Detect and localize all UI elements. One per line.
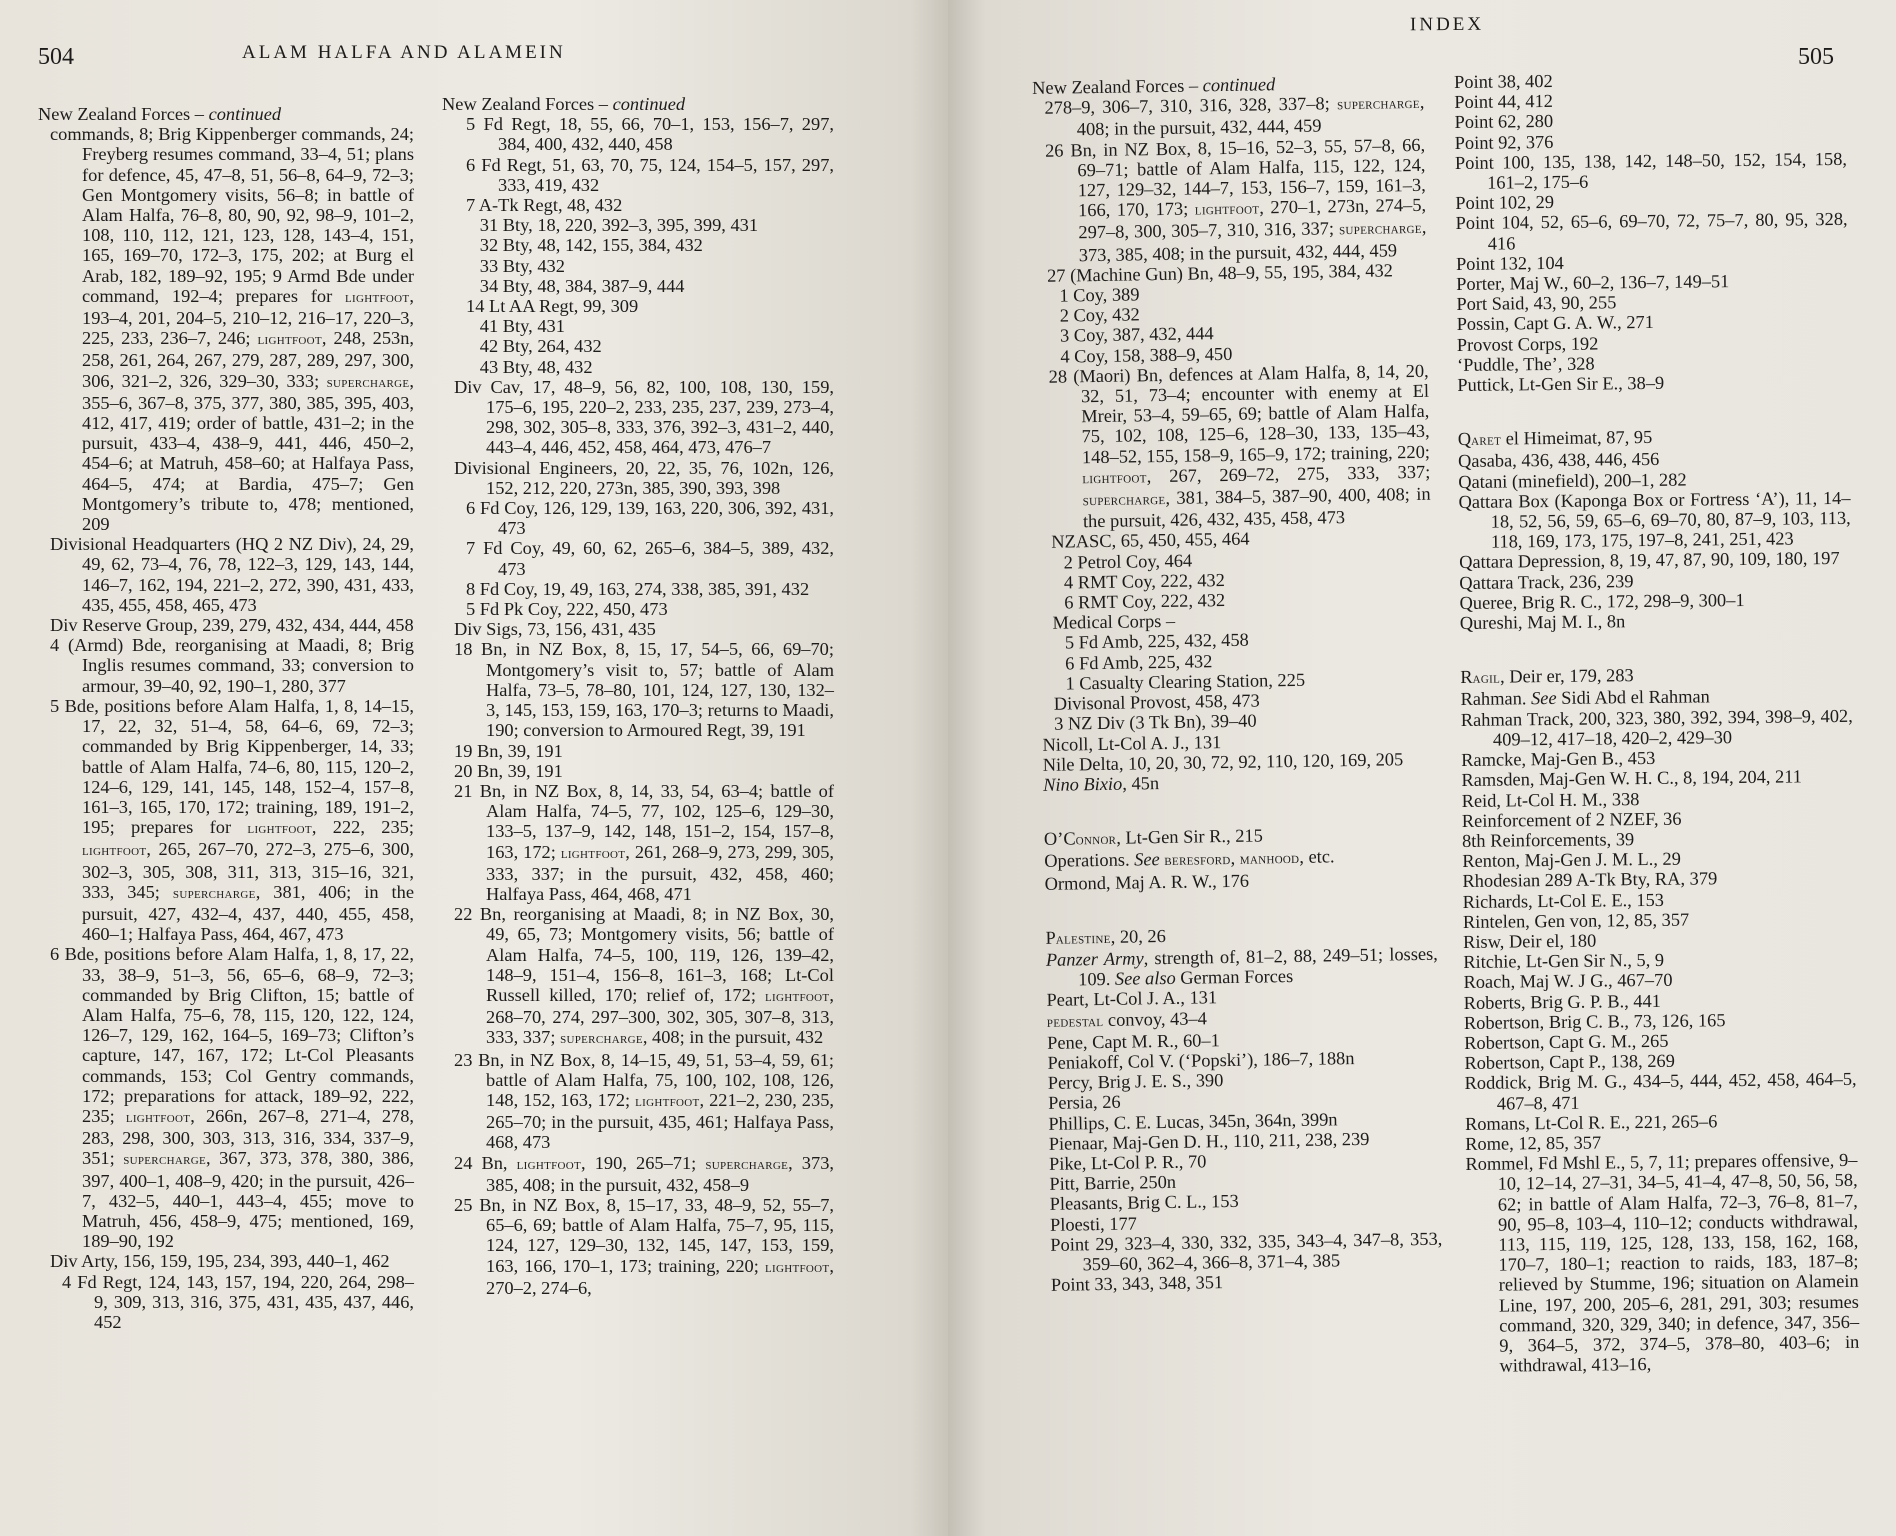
index-entry: New Zealand Forces – continued: [1032, 74, 1276, 98]
index-entry: Divisonal Provost, 458, 473: [1053, 690, 1260, 714]
index-entry: Point 44, 412: [1454, 91, 1554, 113]
index-entry: 4 (Armd) Bde, reorganising at Maadi, 8; Brig Inglis resumes command, 33; conversion to armour, 39–40, 92, 190–1, 280, 377: [50, 635, 414, 696]
index-entry: 23 Bn, in NZ Box, 8, 14–15, 49, 51, 53–4, 59, 61; battle of Alam Halfa, 75, 100, 102, 108, 126, 148, 152, 163, 172; lightfoot, 221–2, 230, 235, 265–70; in the pursuit, 435, 461; Halfaya Pass, 468, 473: [454, 1049, 834, 1153]
running-head: INDEX: [1409, 13, 1485, 36]
index-entry: Reinforcement of 2 NZEF, 36: [1461, 808, 1682, 831]
index-entry: 5 Fd Amb, 225, 432, 458: [1064, 630, 1249, 654]
index-column-1: [1032, 72, 1443, 1295]
index-entry: Rahman Track, 200, 323, 380, 392, 394, 398–9, 402, 409–12, 417–18, 420–2, 429–30: [1460, 705, 1853, 750]
index-entry: pedestal convoy, 43–4: [1046, 1007, 1208, 1031]
index-entry: Roddick, Brig M. G., 434–5, 444, 452, 458, 464–5, 467–8, 471: [1464, 1069, 1857, 1114]
index-entry: Queree, Brig R. C., 172, 298–9, 300–1: [1459, 589, 1745, 613]
index-entry: Point 62, 280: [1454, 111, 1554, 133]
index-entry: Medical Corps –: [1052, 611, 1176, 634]
index-entry: commands, 8; Brig Kippenberger commands, 24; Freyberg resumes command, 33–4, 51; plans for defence, 45, 47–8, 51, 56–8, 64–9, 72–3; Gen Montgomery visits, 56–8; in battle of Alam Halfa, 76–8, 80, 90, 92, 98–9, 101–2, 108, 110, 112, 121, 123, 128, 143–4, 151, 165, 169–70, 172–3, 175, 202; at Burg el Arab, 182, 189–92, 195; 9 Armd Bde under command, 192–4; prepares for lightfoot, 193–4, 201, 204–5, 210–12, 216–17, 220–3, 225, 233, 236–7, 246; lightfoot, 248, 253n, 258, 261, 264, 267, 279, 287, 289, 297, 300, 306, 321–2, 326, 329–30, 333; supercharge, 355–6, 367–8, 375, 377, 380, 385, 395, 403, 412, 417, 419; order of battle, 431–2; in the pursuit, 433–4, 438–9, 441, 446, 450–2, 454–6; at Matruh, 458–60; at Halfaya Pass, 464–5, 474; at Bardia, 475–7; Gen Montgomery’s tribute to, 478; mentioned, 209: [50, 124, 415, 535]
index-entry: Richards, Lt-Col E. E., 153: [1462, 889, 1665, 912]
index-entry: Point 100, 135, 138, 142, 148–50, 152, 154, 158, 161–2, 175–6: [1454, 148, 1848, 193]
index-entry: Provost Corps, 192: [1456, 333, 1599, 355]
index-entry: Nile Delta, 10, 20, 30, 72, 92, 110, 120, 169, 205: [1042, 748, 1404, 775]
index-entry: Qasaba, 436, 438, 446, 456: [1457, 449, 1660, 472]
index-entry: Nino Bixio, 45n: [1042, 772, 1160, 795]
index-entry: Ramsden, Maj-Gen W. H. C., 8, 194, 204, 211: [1461, 766, 1803, 791]
index-entry: 8th Reinforcements, 39: [1461, 829, 1635, 851]
index-entry: 5 Fd Regt, 18, 55, 66, 70–1, 153, 156–7, 297, 384, 400, 432, 440, 458: [466, 114, 834, 155]
index-entry: 26 Bn, in NZ Box, 8, 15–16, 52–3, 55, 57–8, 66, 69–71; battle of Alam Halfa, 115, 122, 124, 127, 129–32, 144–7, 153, 156–7, 159, 161–3, 166, 170, 173; lightfoot, 270–1, 273n, 274–5, 297–8, 300, 305–7, 310, 316, 337; supercharge, 373, 385, 408; in the pursuit, 432, 444, 459: [1044, 134, 1427, 265]
index-entry: Porter, Maj W., 60–2, 136–7, 149–51: [1456, 271, 1730, 295]
index-entry: 20 Bn, 39, 191: [454, 760, 563, 781]
index-entry: Div Reserve Group, 239, 279, 432, 434, 444, 458: [50, 615, 414, 636]
index-entry: 8 Fd Coy, 19, 49, 163, 274, 338, 385, 391, 432: [466, 578, 810, 599]
index-entry: Point 33, 343, 348, 351: [1050, 1272, 1224, 1296]
index-entry: 22 Bn, reorganising at Maadi, 8; in NZ Box, 30, 49, 65, 73; Montgomery visits, 56; battle of Alam Halfa, 74–5, 100, 119, 126, 139–42, 148–9, 151–4, 156–8, 161–3, 168; Lt-Col Russell killed, 170; relief of, 172; lightfoot, 268–70, 274, 297–300, 302, 305, 307–8, 313, 333, 337; supercharge, 408; in the pursuit, 432: [454, 904, 834, 1048]
index-entry: Point 104, 52, 65–6, 69–70, 72, 75–7, 80, 95, 328, 416: [1455, 209, 1848, 254]
index-entry: Nicoll, Lt-Col A. J., 131: [1042, 731, 1222, 755]
index-entry: Qattara Track, 236, 239: [1459, 570, 1634, 593]
index-entry: 3 Coy, 387, 432, 444: [1059, 323, 1214, 347]
index-entry: 43 Bty, 48, 432: [466, 356, 593, 377]
index-entry: Rommel, Fd Mshl E., 5, 7, 11; prepares offensive, 9–10, 12–14, 27–31, 34–5, 41–4, 47–8, 50, 56, 58, 62; in battle of Alam Halfa, 72–3, 76–8, 81–7, 90, 95–8, 103–4, 110–12; conducts withdrawal, 113, 115, 119, 125, 128, 133, 158, 162, 168, 170–7, 180–1; reaction to raids, 183, 187–8; relieved by Stumme, 196; situation on Alamein Line, 197, 200, 205–6, 281, 291, 303; resumes command, 320, 329, 340; in defence, 347, 356–9, 364–5, 372, 374–5, 378–80, 403–6; in withdrawal, 413–16,: [1465, 1149, 1860, 1376]
index-entry: Phillips, C. E. Lucas, 345n, 364n, 399n: [1048, 1108, 1338, 1134]
index-entry: Persia, 26: [1047, 1092, 1121, 1114]
index-entry: 4 RMT Coy, 222, 432: [1063, 569, 1226, 593]
index-column-2: [442, 94, 834, 1298]
index-entry: Percy, Brig J. E. S., 390: [1047, 1070, 1224, 1094]
index-entry: Rintelen, Gen von, 12, 85, 357: [1462, 909, 1690, 932]
index-entry: 34 Bty, 48, 384, 387–9, 444: [466, 275, 685, 296]
index-entry: Pitt, Barrie, 250n: [1049, 1172, 1177, 1195]
index-entry: Div Sigs, 73, 156, 431, 435: [454, 619, 656, 640]
index-entry: Operations. See beresford, manhood, etc.: [1044, 846, 1335, 872]
index-entry: 33 Bty, 432: [466, 255, 565, 276]
index-entry: 28 (Maori) Bn, defences at Alam Halfa, 8, 14, 20, 32, 51, 73–4; encounter with enemy at El Mreir, 53–4, 59–65, 69; battle of Alam Halfa, 75, 102, 108, 125–6, 128–30, 133, 135–43, 148–52, 155, 158–9, 165–9, 172; training, 220; lightfoot, 267, 269–72, 275, 333, 337; supercharge, 381, 384–5, 387–90, 400, 408; in the pursuit, 426, 432, 435, 458, 473: [1048, 360, 1431, 532]
index-entry: Qatani (minefield), 200–1, 282: [1458, 469, 1687, 492]
index-entry: Panzer Army, strength of, 81–2, 88, 249–51; losses, 109. See also German Forces: [1045, 943, 1438, 990]
index-entry: 14 Lt AA Regt, 99, 309: [466, 296, 639, 317]
index-entry: Ramcke, Maj-Gen B., 453: [1461, 748, 1656, 771]
index-entry: Pike, Lt-Col P. R., 70: [1048, 1151, 1207, 1174]
index-entry: 6 Fd Regt, 51, 63, 70, 75, 124, 154–5, 157, 297, 333, 419, 432: [466, 154, 834, 195]
index-entry: 18 Bn, in NZ Box, 8, 15, 17, 54–5, 66, 69–70; Montgomery’s visit to, 57; battle of Alam Halfa, 73–5, 78–80, 101, 124, 127, 130, 132–3, 145, 153, 159, 163, 170–3; returns to Maadi, 190; conversion to Armoured Regt, 39, 191: [454, 639, 834, 741]
index-entry: Rome, 12, 85, 357: [1465, 1132, 1602, 1154]
index-column-2: [1454, 68, 1860, 1376]
index-entry: Ploesti, 177: [1049, 1213, 1138, 1235]
index-entry: 32 Bty, 48, 142, 155, 384, 432: [466, 235, 703, 256]
index-entry: Possin, Capt G. A. W., 271: [1456, 312, 1654, 335]
index-entry: Ragil, Deir er, 179, 283: [1460, 665, 1634, 688]
index-entry: Point 29, 323–4, 330, 332, 335, 343–4, 347–8, 353, 359–60, 362–4, 366–8, 371–4, 385: [1050, 1228, 1443, 1275]
index-entry: Roach, Maj W. J G., 467–70: [1463, 970, 1673, 993]
index-entry: 19 Bn, 39, 191: [454, 740, 563, 761]
right-page: [948, 0, 1896, 1536]
index-entry: Renton, Maj-Gen J. M. L., 29: [1462, 848, 1681, 872]
index-entry: 6 Fd Coy, 126, 129, 139, 163, 220, 306, 392, 431, 473: [466, 498, 834, 539]
index-entry: Risw, Deir el, 180: [1463, 930, 1597, 952]
index-entry: Pienaar, Maj-Gen D. H., 110, 211, 238, 239: [1048, 1128, 1370, 1154]
index-entry: 278–9, 306–7, 310, 316, 328, 337–8; supercharge, 408; in the pursuit, 432, 444, 459: [1044, 92, 1425, 140]
index-entry: 24 Bn, lightfoot, 190, 265–71; supercharge, 373, 385, 408; in the pursuit, 432, 458–9: [454, 1152, 834, 1195]
index-entry: ‘Puddle, The’, 328: [1456, 353, 1595, 375]
index-entry: 41 Bty, 431: [466, 316, 565, 337]
index-entry: Qattara Box (Kaponga Box or Fortress ‘A’), 11, 14–18, 52, 56, 59, 65–6, 69–70, 80, 87–9, 103, 113, 118, 169, 173, 175, 197–8, 241, 251, 423: [1458, 487, 1851, 552]
index-entry: 1 Casualty Clearing Station, 225: [1065, 669, 1306, 694]
index-entry: 2 Petrol Coy, 464: [1063, 550, 1193, 573]
index-entry: 5 Fd Pk Coy, 222, 450, 473: [466, 599, 668, 620]
index-entry: 5 Bde, positions before Alam Halfa, 1, 8, 14–15, 17, 22, 32, 51–4, 58, 64–6, 69, 72–3; commanded by Brig Kippenberger, 14, 33; battle of Alam Halfa, 74–6, 80, 115, 120–2, 124–6, 129, 141, 145, 148, 152–4, 157–8, 161–3, 165, 170, 172; training, 189, 191–2, 195; prepares for lightfoot, 222, 235; lightfoot, 265, 267–70, 272–3, 275–6, 300, 302–3, 305, 308, 311, 313, 315–16, 321, 333, 345; supercharge, 381, 406; in the pursuit, 427, 432–4, 437, 440, 455, 458, 460–1; Halfaya Pass, 464, 467, 473: [50, 695, 415, 945]
index-entry: 21 Bn, in NZ Box, 8, 14, 33, 54, 63–4; battle of Alam Halfa, 74–5, 77, 102, 125–6, 129–30, 133–5, 137–9, 142, 148, 151–2, 154, 157–8, 163, 172; lightfoot, 261, 268–9, 273, 299, 305, 333, 337; in the pursuit, 432, 458, 460; Halfaya Pass, 464, 468, 471: [454, 780, 834, 904]
index-entry: Ormond, Maj A. R. W., 176: [1044, 870, 1250, 894]
index-entry: Palestine, 20, 26: [1045, 925, 1167, 948]
index-entry: O’Connor, Lt-Gen Sir R., 215: [1043, 825, 1263, 850]
index-entry: 31 Bty, 18, 220, 392–3, 395, 399, 431: [466, 215, 759, 236]
index-entry: Pene, Capt M. R., 60–1: [1046, 1029, 1220, 1053]
index-entry: 2 Coy, 432: [1059, 304, 1140, 326]
index-entry: 42 Bty, 264, 432: [466, 336, 602, 357]
index-entry: 6 Bde, positions before Alam Halfa, 1, 8, 17, 22, 33, 38–9, 51–3, 56, 65–6, 68–9, 72–3; commanded by Brig Clifton, 15; battle of Alam Halfa, 75–6, 78, 115, 120, 122, 124, 126–7, 129, 162, 164–5, 169–73; Clifton’s capture, 147, 167, 172; Lt-Col Pleasants commands, 153; Col Gentry commands, 172; preparations for attack, 189–92, 222, 235; lightfoot, 266n, 267–8, 271–4, 278, 283, 298, 300, 303, 313, 316, 334, 337–9, 351; supercharge, 367, 373, 378, 380, 386, 397, 400–1, 408–9, 420; in the pursuit, 426–7, 432–5, 440–1, 443–4, 455; move to Matruh, 456, 458–9, 475; mentioned, 169, 189–90, 192: [50, 944, 414, 1252]
index-entry: Qaret el Himeimat, 87, 95: [1457, 427, 1653, 450]
index-entry: Reid, Lt-Col H. M., 338: [1461, 788, 1640, 811]
index-entry: 27 (Machine Gun) Bn, 48–9, 55, 195, 384, 432: [1046, 260, 1394, 286]
index-entry: 6 RMT Coy, 222, 432: [1064, 590, 1226, 613]
index-entry: Div Arty, 156, 159, 195, 234, 393, 440–1, 462: [50, 1251, 390, 1272]
index-entry: New Zealand Forces – continued: [442, 94, 686, 114]
index-entry: Rhodesian 289 A-Tk Bty, RA, 379: [1462, 868, 1718, 892]
index-entry: Robertson, Capt P., 138, 269: [1464, 1050, 1675, 1074]
index-entry: Qattara Depression, 8, 19, 47, 87, 90, 109, 180, 197: [1459, 548, 1840, 573]
index-entry: Ritchie, Lt-Gen Sir N., 5, 9: [1463, 949, 1665, 973]
index-entry: Point 102, 29: [1455, 192, 1555, 214]
index-entry: Pleasants, Brig C. L., 153: [1049, 1191, 1239, 1215]
index-entry: NZASC, 65, 450, 455, 464: [1051, 529, 1250, 553]
index-entry: 6 Fd Amb, 225, 432: [1065, 650, 1213, 674]
index-entry: 7 Fd Coy, 49, 60, 62, 265–6, 384–5, 389, 432, 473: [466, 538, 834, 579]
index-entry: Peart, Lt-Col J. A., 131: [1046, 987, 1218, 1011]
index-entry: Peniakoff, Col V. (‘Popski’), 186–7, 188n: [1047, 1047, 1355, 1073]
index-entry: Romans, Lt-Col R. E., 221, 265–6: [1464, 1111, 1718, 1134]
index-entry: Robertson, Capt G. M., 265: [1464, 1030, 1669, 1053]
section-gap: [1460, 629, 1852, 667]
running-head: ALAM HALFA AND ALAMEIN: [242, 42, 566, 63]
index-entry: Rahman. See Sidi Abd el Rahman: [1460, 686, 1710, 710]
index-entry: 3 NZ Div (3 Tk Bn), 39–40: [1053, 710, 1257, 735]
index-entry: 25 Bn, in NZ Box, 8, 15–17, 33, 48–9, 52, 55–7, 65–6, 69; battle of Alam Halfa, 75–7, 95, 115, 124, 127, 129–30, 132, 145, 147, 153, 159, 163, 166, 170–1, 173; training, 220; lightfoot, 270–2, 274–6,: [454, 1194, 834, 1298]
index-entry: Puttick, Lt-Gen Sir E., 38–9: [1457, 372, 1665, 396]
section-gap: [1457, 391, 1849, 429]
index-entry: New Zealand Forces – continued: [38, 104, 282, 124]
index-entry: Divisional Headquarters (HQ 2 NZ Div), 24, 29, 49, 62, 73–4, 76, 78, 122–3, 129, 143, 144, 146–7, 162, 194, 221–2, 272, 390, 431, 433, 435, 455, 458, 465, 473: [50, 534, 414, 615]
index-entry: 1 Coy, 389: [1059, 284, 1140, 306]
index-entry: Point 92, 376: [1454, 131, 1554, 153]
page-number: 505: [1798, 44, 1834, 70]
index-entry: 4 Coy, 158, 388–9, 450: [1060, 343, 1233, 367]
index-entry: 4 Fd Regt, 124, 143, 157, 194, 220, 264, 298–9, 309, 313, 316, 375, 431, 435, 437, 446, 452: [62, 1271, 414, 1332]
index-entry: Qureshi, Maj M. I., 8n: [1459, 611, 1626, 634]
index-entry: Div Cav, 17, 48–9, 56, 82, 100, 108, 130, 159, 175–6, 195, 220–2, 233, 235, 237, 239, 273–4, 298, 302, 305–8, 333, 376, 392–3, 431–2, 440, 443–4, 446, 452, 458, 464, 473, 476–7: [454, 376, 834, 458]
index-entry: Point 132, 104: [1455, 252, 1564, 274]
index-entry: Divisional Engineers, 20, 22, 35, 76, 102n, 126, 152, 212, 220, 273n, 385, 390, 393, 398: [454, 457, 834, 498]
index-entry: Point 38, 402: [1454, 70, 1553, 92]
index-column-1: [38, 104, 414, 1332]
index-entry: 7 A-Tk Regt, 48, 432: [466, 195, 623, 216]
page-number: 504: [38, 44, 74, 70]
index-entry: Robertson, Brig C. B., 73, 126, 165: [1463, 1009, 1726, 1033]
index-entry: Port Said, 43, 90, 255: [1456, 292, 1617, 315]
index-entry: Roberts, Brig G. P. B., 441: [1463, 990, 1662, 1013]
